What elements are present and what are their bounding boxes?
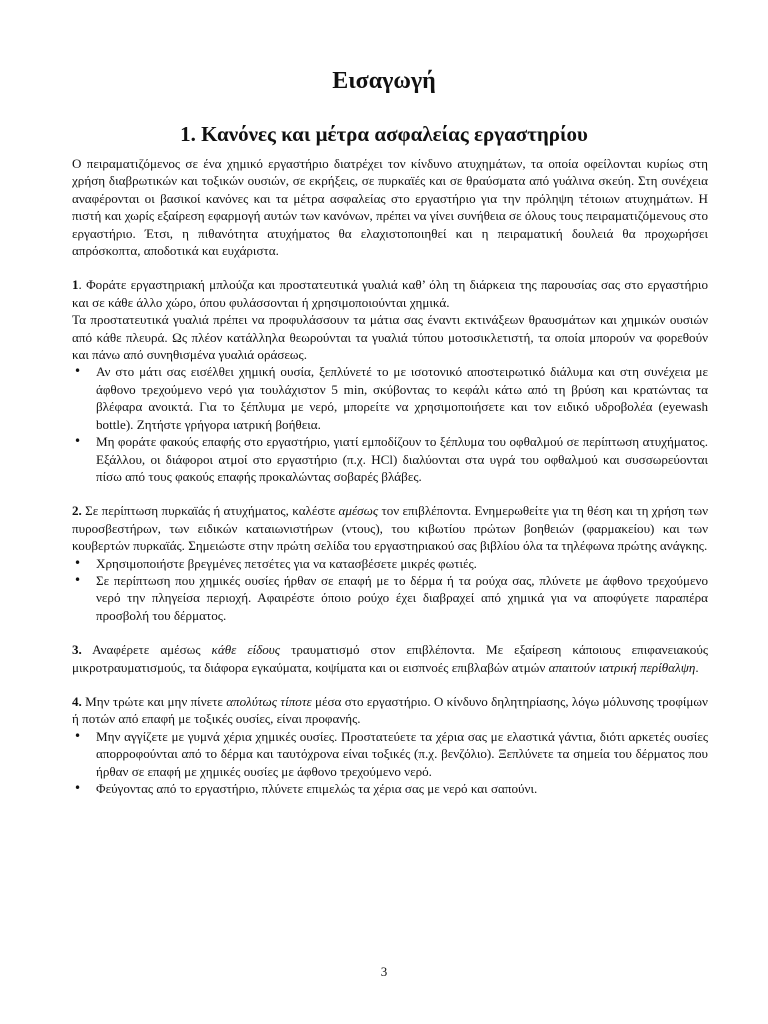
rule-1-glasses-paragraph: Τα προστατευτικά γυαλιά πρέπει να προφυλάσσουν τα μάτια σας έναντι εκτινάξεων θραυσμάτων και χημικών ουσιών από κάθε πλευρά. Ως πλέον κατάλληλα θεωρούνται τα γυαλιά τύπου μοτοσικλετιστή, τα οποία μπορούν να φορεθούν και πάνω από συνηθισμένα γυαλιά οράσεως. bbox=[72, 312, 708, 363]
rule-4-emphasis: απολύτως τίποτε bbox=[226, 693, 312, 709]
rule-2-text-cont: τον επιβλέποντα. Ενημερωθείτε για τη θέση και τη χρήση των πυροσβεστήρων, των ειδικών καταιωνιστήρων (ντους), του κιβωτίου πρώτων βοηθειών (φαρμακείου) και των κουβερτών πυρκαϊάς. Σημειώστε στην πρώτη σελίδα του εργαστηριακού σας βιβλίου όλα τα τηλέφωνα πρώτης ανάγκης. bbox=[72, 503, 708, 554]
rule-4-paragraph bbox=[72, 693, 708, 728]
rule-2-text: Σε περίπτωση πυρκαϊάς ή ατυχήματος, καλέστε bbox=[81, 503, 339, 519]
rule-2-emphasis: αμέσως bbox=[338, 503, 379, 519]
intro-paragraph: Ο πειραματιζόμενος σε ένα χημικό εργαστήριο διατρέχει τον κίνδυνο ατυχημάτων, τα οποία οφείλονται κυρίως στη χρήση διαβρωτικών και τοξικών ουσιών, σε εκρήξεις, σε πυρκαϊές και σε θραύσματα από γυάλινα σκεύη. Στη συνέχεια αναφέρονται οι βασικοί κανόνες και τα μέτρα ασφαλείας στο εργαστήριο για την πρόληψη τέτοιων ατυχημάτων. Η πιστή και χωρίς εξαίρεση εφαρμογή αυτών των κανόνων, πρέπει να γίνει συνήθεια σε όλους τους πειραματιζόμενους στο εργαστήριο. Έτσι, η πιθανότητα ατυχήματος θα ελαχιστοποιηθεί και η πειραματική δουλειά θα προχωρήσει απρόσκοπτα, αποδοτικά και ευχάριστα. bbox=[72, 156, 708, 259]
rule-3-paragraph bbox=[72, 641, 708, 676]
rule-3-number: 3. bbox=[72, 642, 82, 658]
page-title: Εισαγωγή bbox=[332, 68, 436, 94]
section-title: 1. Κανόνες και μέτρα ασφαλείας εργαστηρίου bbox=[180, 122, 588, 146]
list-item: • Μη φοράτε φακούς επαφής στο εργαστήριο, γιατί εμποδίζουν το ξέπλυμα του οφθαλμού σε περίπτωση ατυχήματος. Εξάλλου, οι διάφοροι ατμοί στο εργαστήριο (π.χ. HCl) διαλύονται στα υγρά του οφθαλμού και συσσωρεύονται πίσω από τους φακούς επαφής προκαλώντας σοβαρές βλάβες. bbox=[72, 433, 708, 485]
list-item: • Σε περίπτωση που χημικές ουσίες ήρθαν σε επαφή με το δέρμα ή τα ρούχα σας, πλύνετε με άφθονο τρεχούμενο νερό την πληγείσα περιοχή. Αφαιρέστε όποιο ρούχο έχει διαβραχεί από χημικά για να αποφύγετε παραπέρα προσβολή του δέρματος. bbox=[72, 572, 708, 624]
rule-3-text: Αναφέρετε αμέσως bbox=[81, 642, 212, 658]
rule-4-number: 4. bbox=[72, 693, 82, 709]
list-item: • Χρησιμοποιήστε βρεγμένες πετσέτες για να κατασβέσετε μικρές φωτιές. bbox=[72, 555, 708, 572]
rule-1-paragraph bbox=[72, 276, 708, 311]
list-item: • Φεύγοντας από το εργαστήριο, πλύνετε επιμελώς τα χέρια σας με νερό και σαπούνι. bbox=[72, 780, 708, 797]
page-number: 3 bbox=[380, 964, 388, 979]
rule-2-paragraph bbox=[72, 502, 708, 554]
rule-2-bullets bbox=[72, 555, 708, 625]
rule-2-number: 2. bbox=[72, 503, 82, 519]
document-body bbox=[72, 155, 708, 797]
rule-1-text: . Φοράτε εργαστηριακή μπλούζα και προστατευτικά γυαλιά καθ’ όλη τη διάρκεια της παρουσίας σας στο εργαστήριο και σε κάθε άλλο χώρο, όπου φυλάσσονται ή χρησιμοποιούνται χημικά. bbox=[72, 277, 708, 310]
list-item: • Μην αγγίζετε με γυμνά χέρια χημικές ουσίες. Προστατεύετε τα χέρια σας με ελαστικά γάντια, διότι αρκετές ουσίες απορροφούνται από το δέρμα και ταυτόχρονα είναι τοξικές (π.χ. βενζόλιο). Ξεπλύνετε τα σημεία του δέρματος που ήρθαν σε επαφή με χημικές ουσίες με άφθονο τρεχούμενο νερό. bbox=[72, 728, 708, 780]
rule-1-number: 1 bbox=[72, 277, 79, 293]
rule-3-emphasis-2: απαιτούν ιατρική περίθαλψη bbox=[548, 659, 696, 675]
rule-3-emphasis-1: κάθε είδους bbox=[211, 642, 281, 658]
rule-4-bullets bbox=[72, 728, 708, 798]
list-item: • Αν στο μάτι σας εισέλθει χημική ουσία, ξεπλύνετέ το με ισοτονικό αποστειρωτικό διάλυμα και στη συνέχεια με άφθονο τρεχούμενο νερό για τουλάχιστον 5 min, σκύβοντας το κεφάλι κάτω από τη βρύση και κρατώντας τα βλέφαρα ανοικτά. Για το ξέπλυμα με νερό, μπορείτε να χρησιμοποιήσετε και τον ειδικό υδροβολέα (eyewash bottle). Ζητήστε γρήγορα ιατρική βοήθεια. bbox=[72, 363, 708, 433]
rule-4-text-cont: μέσα στο εργαστήριο. Ο κίνδυνο δηλητηρίασης, λόγω μόλυνσης τροφίμων ή ποτών από επαφή με τοξικές ουσίες, είναι προφανής. bbox=[72, 693, 708, 727]
rule-4-text: Μην τρώτε και μην πίνετε bbox=[81, 693, 227, 709]
rule-3-text-cont: τραυματισμό στον επιβλέποντα. Με εξαίρεση κάποιους επιφανειακούς μικροτραυματισμούς, τα διάφορα εγκαύματα, κοψίματα και οι εισπνοές επιβλαβών ατμών bbox=[72, 642, 709, 675]
rule-3-text-end: . bbox=[695, 659, 699, 675]
rule-1-bullets bbox=[72, 363, 708, 485]
